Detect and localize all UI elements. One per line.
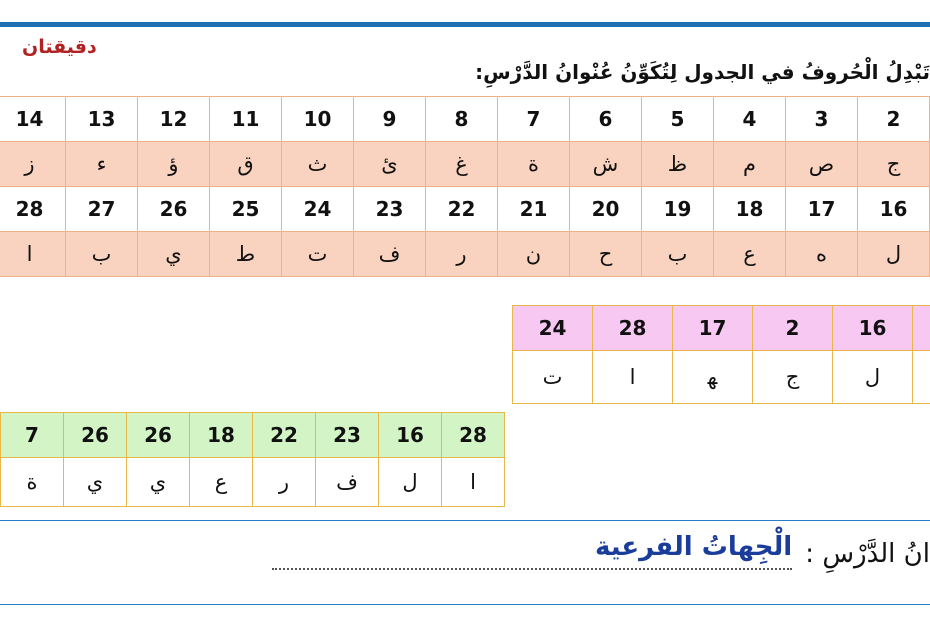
code-letter-cell: ق: [210, 142, 282, 187]
answer-label: انُ الدَّرْسِ :: [805, 539, 930, 569]
puzzle2-number-cell: 23: [316, 413, 379, 458]
puzzle2-number-cell: 18: [190, 413, 253, 458]
puzzle1-number-cell: 28: [593, 306, 673, 351]
answer-top-line: [0, 520, 930, 521]
puzzle1-letter-cell: [913, 351, 930, 404]
code-number-cell: 26: [138, 187, 210, 232]
puzzle2-number-cell: 7: [1, 413, 64, 458]
code-number-cell: 9: [354, 97, 426, 142]
answer-value: الْجِهاتُ الفرعية: [594, 532, 793, 562]
code-letter-cell: ا: [0, 232, 66, 277]
code-row-num: [0, 187, 930, 232]
code-number-cell: 8: [426, 97, 498, 142]
code-letter-cell: ر: [426, 232, 498, 277]
code-number-cell: 17: [786, 187, 858, 232]
puzzle1-letter-cell: ﻬ: [673, 351, 753, 404]
code-number-cell: 11: [210, 97, 282, 142]
code-number-cell: 5: [642, 97, 714, 142]
code-number-cell: 7: [498, 97, 570, 142]
puzzle2-letter-cell: ر: [253, 458, 316, 507]
code-letter-cell: ئ: [354, 142, 426, 187]
code-row-num: [0, 97, 930, 142]
code-number-cell: 19: [642, 187, 714, 232]
puzzle2-letter-cell: ل: [379, 458, 442, 507]
puzzle1-letter-cell: ت: [513, 351, 593, 404]
code-number-cell: 6: [570, 97, 642, 142]
code-letter-cell: ب: [66, 232, 138, 277]
code-number-cell: 14: [0, 97, 66, 142]
puzzle1-number-cell: [913, 306, 930, 351]
code-letter-cell: ز: [0, 142, 66, 187]
code-number-cell: 27: [66, 187, 138, 232]
code-letter-cell: ؤ: [138, 142, 210, 187]
code-letter-cell: ع: [714, 232, 786, 277]
puzzle1-letter-cell: ا: [593, 351, 673, 404]
code-number-cell: 4: [714, 97, 786, 142]
letter-code-table: [0, 96, 930, 277]
puzzle1-number-cell: 24: [513, 306, 593, 351]
code-letter-cell: ث: [282, 142, 354, 187]
puzzle-table-1: [512, 305, 930, 404]
puzzle2-letter-cell: ف: [316, 458, 379, 507]
code-letter-cell: ش: [570, 142, 642, 187]
code-row-let: [0, 232, 930, 277]
code-letter-cell: ل: [858, 232, 930, 277]
code-number-cell: 13: [66, 97, 138, 142]
puzzle2-letter-cell: ا: [442, 458, 505, 507]
code-letter-cell: ي: [138, 232, 210, 277]
instruction-text: َتَبْدِلُ الْحُروفُ في الجدول لِتُكَوِّنُ عُنْوانُ الدَّرْسِ:: [475, 60, 930, 84]
code-letter-cell: ه: [786, 232, 858, 277]
code-number-cell: 12: [138, 97, 210, 142]
puzzle1-letter-row: [513, 351, 930, 404]
code-number-cell: 28: [0, 187, 66, 232]
code-letter-cell: ص: [786, 142, 858, 187]
puzzle1-number-cell: 16: [833, 306, 913, 351]
code-letter-cell: ت: [282, 232, 354, 277]
code-letter-cell: ج: [858, 142, 930, 187]
answer-bottom-line: [0, 604, 930, 605]
puzzle-table-2: [0, 412, 505, 507]
code-number-cell: 20: [570, 187, 642, 232]
puzzle2-letter-cell: ة: [1, 458, 64, 507]
puzzle1-letter-cell: ج: [753, 351, 833, 404]
code-number-cell: 18: [714, 187, 786, 232]
code-number-cell: 22: [426, 187, 498, 232]
puzzle2-letter-cell: ي: [127, 458, 190, 507]
puzzle2-letter-cell: ي: [64, 458, 127, 507]
code-number-cell: 24: [282, 187, 354, 232]
code-number-cell: 3: [786, 97, 858, 142]
puzzle1-number-cell: 17: [673, 306, 753, 351]
code-letter-cell: ح: [570, 232, 642, 277]
code-number-cell: 10: [282, 97, 354, 142]
code-letter-cell: م: [714, 142, 786, 187]
code-number-cell: 21: [498, 187, 570, 232]
puzzle2-number-cell: 26: [64, 413, 127, 458]
code-letter-cell: ة: [498, 142, 570, 187]
puzzle2-number-row: [1, 413, 505, 458]
puzzle1-letter-cell: ل: [833, 351, 913, 404]
code-number-cell: 25: [210, 187, 282, 232]
code-letter-cell: ط: [210, 232, 282, 277]
puzzle2-number-cell: 22: [253, 413, 316, 458]
puzzle2-number-cell: 28: [442, 413, 505, 458]
code-letter-cell: ب: [642, 232, 714, 277]
code-letter-cell: ن: [498, 232, 570, 277]
code-letter-cell: غ: [426, 142, 498, 187]
code-letter-cell: ء: [66, 142, 138, 187]
puzzle2-number-cell: 26: [127, 413, 190, 458]
code-row-let: [0, 142, 930, 187]
code-letter-cell: ف: [354, 232, 426, 277]
code-number-cell: 2: [858, 97, 930, 142]
answer-field[interactable]: [272, 532, 793, 570]
code-number-cell: 16: [858, 187, 930, 232]
puzzle2-number-cell: 16: [379, 413, 442, 458]
top-divider-bar: [0, 22, 930, 27]
puzzle2-letter-row: [1, 458, 505, 507]
code-letter-cell: ظ: [642, 142, 714, 187]
code-number-cell: 23: [354, 187, 426, 232]
puzzle2-letter-cell: ع: [190, 458, 253, 507]
timer-label: دقيقتان: [22, 36, 97, 58]
puzzle1-number-row: [513, 306, 930, 351]
answer-row: [210, 532, 930, 588]
puzzle1-number-cell: 2: [753, 306, 833, 351]
